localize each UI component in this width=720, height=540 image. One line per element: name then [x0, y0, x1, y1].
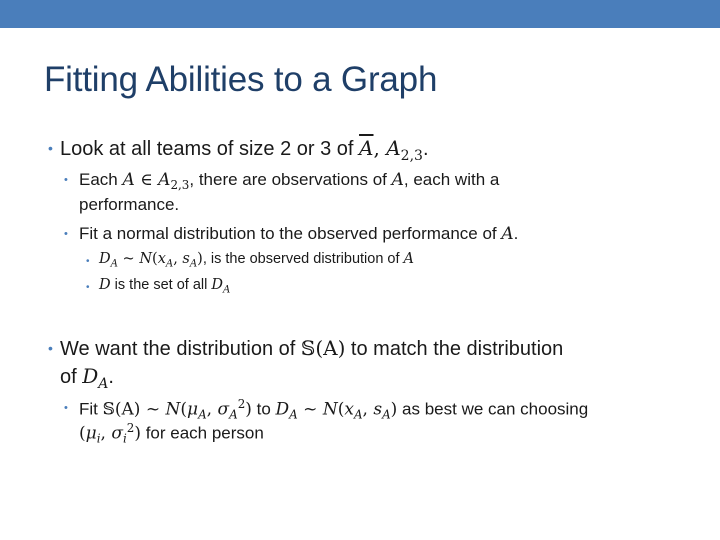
math-S-of-A: 𝕊(A) [102, 399, 141, 420]
bullet-1-text: Look at all teams of size 2 or 3 of [60, 138, 360, 160]
math-sigma: σ [111, 423, 123, 444]
text: is the set of all [110, 277, 212, 293]
math-subscript: A [98, 375, 109, 392]
math-tilde: ~ [297, 399, 323, 420]
math-A: A [386, 136, 401, 160]
math-comma: , [206, 399, 218, 420]
bullet-1-1-continuation: performance. [79, 195, 180, 214]
math-D: D [275, 399, 290, 420]
math-D: D [99, 277, 111, 293]
math-A: A [391, 170, 404, 190]
punctuation: . [422, 138, 429, 160]
bullet-marker: • [64, 174, 68, 186]
bullet-1-2 [79, 224, 518, 244]
math-subscript: A [165, 258, 174, 270]
math-tilde: ~ [117, 251, 140, 267]
math-superscript: 2 [237, 397, 246, 411]
math-mu: μ [187, 399, 199, 420]
math-comma: , [100, 423, 112, 444]
math-comma: , [362, 399, 374, 420]
math-superscript: 2 [126, 421, 135, 435]
bullet-2-1-continuation [79, 421, 264, 446]
bullet-2-1 [79, 397, 588, 422]
text: , is the observed distribution of [202, 251, 404, 267]
math-A-bar: $\overline{A}$ [359, 136, 374, 160]
bullet-2 [60, 336, 563, 361]
math-x: x [157, 251, 166, 267]
bullet-1-2-1 [99, 251, 414, 270]
math-D: D [99, 251, 111, 267]
math-paren: ) [245, 399, 252, 420]
math-s: s [373, 399, 383, 420]
text: to match the distribution [345, 338, 564, 360]
text: as best we can choosing [397, 399, 589, 419]
slide-title: Fitting Abilities to a Graph [44, 60, 438, 99]
math-D: D [211, 277, 224, 293]
math-comma: , [373, 136, 387, 160]
math-x: x [344, 399, 354, 420]
bullet-marker: • [64, 402, 68, 414]
text: , each with a [403, 170, 500, 189]
math-subscript: A [353, 407, 363, 422]
math-subscript: A [189, 258, 198, 270]
text: to [251, 399, 276, 419]
math-subscript: A [223, 284, 231, 296]
math-subscript: A [198, 407, 207, 422]
text: , there are observations of [189, 170, 392, 189]
bullet-marker: • [48, 340, 53, 356]
math-paren: ) [197, 251, 203, 267]
text: Fit a normal distribution to the observed performance of [79, 224, 502, 243]
math-S-of-A: 𝕊(A) [300, 336, 346, 360]
math-paren: ( [180, 399, 188, 420]
text: of [60, 366, 83, 388]
math-subscript: i [122, 431, 127, 446]
math-N: N [322, 399, 338, 420]
math-s: s [182, 251, 190, 267]
math-subscript: A [382, 407, 391, 422]
math-in: ∈ [134, 170, 159, 190]
math-N: N [139, 251, 153, 267]
text: for each person [140, 423, 264, 443]
math-A: A [501, 224, 514, 244]
text: Fit [79, 399, 103, 419]
text: Each [79, 170, 123, 189]
bullet-1 [60, 136, 429, 164]
math-paren: ) [390, 399, 398, 420]
math-N: N [165, 399, 181, 420]
math-subscript: 2,3 [400, 147, 423, 164]
math-A: A [158, 170, 171, 190]
bullet-marker: • [86, 256, 90, 267]
math-A: A [403, 251, 415, 267]
math-subscript: A [229, 407, 238, 422]
bullet-2-continuation [60, 364, 114, 392]
punctuation: . [513, 224, 519, 243]
bullet-marker: • [48, 140, 53, 156]
math-sigma: σ [217, 399, 230, 420]
math-paren: ( [152, 251, 158, 267]
math-paren: ( [337, 399, 345, 420]
math-paren: ( [79, 423, 86, 444]
bullet-1-2-2 [99, 277, 230, 296]
math-mu: μ [85, 423, 97, 444]
math-D: D [82, 364, 99, 388]
punctuation: . [108, 366, 114, 388]
math-subscript: 2,3 [170, 178, 190, 193]
bullet-marker: • [86, 282, 90, 293]
math-comma: , [173, 251, 183, 267]
math-A: A [122, 170, 135, 190]
bullet-1-1 [79, 170, 499, 192]
bullet-marker: • [64, 228, 68, 240]
top-accent-bar [0, 0, 720, 28]
math-subscript: A [289, 407, 298, 422]
text: We want the distribution of [60, 338, 301, 360]
math-subscript: i [96, 431, 101, 446]
math-tilde: ~ [140, 399, 166, 420]
math-subscript: A [110, 258, 118, 270]
math-paren: ) [134, 423, 141, 444]
